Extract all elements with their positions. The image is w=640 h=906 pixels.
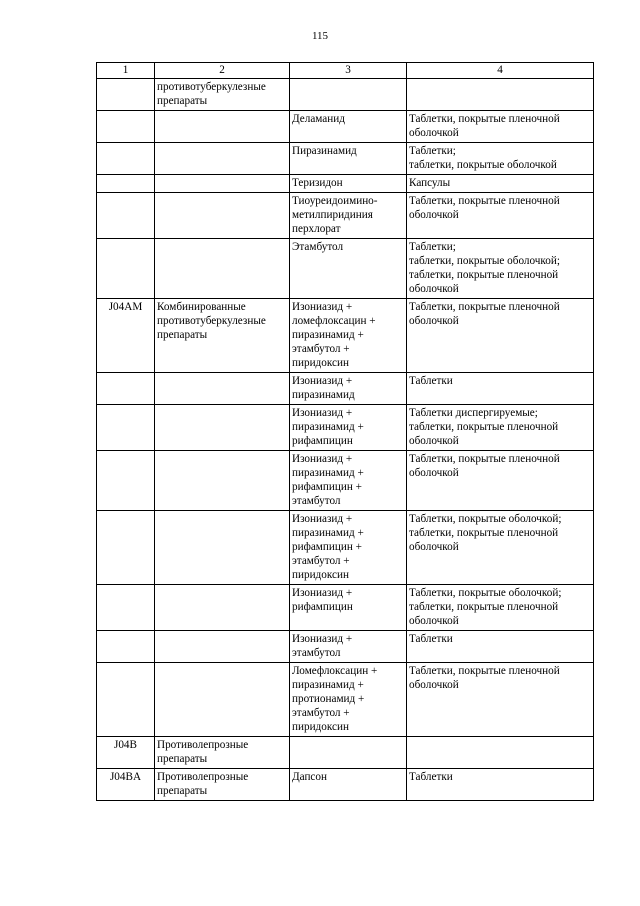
drug-name-cell: Деламанид bbox=[290, 111, 407, 143]
dosage-form-cell: Капсулы bbox=[407, 175, 594, 193]
table-row bbox=[97, 111, 594, 143]
pharm-group-cell bbox=[155, 111, 290, 143]
drug-name-cell: Изониазид + пиразинамид + рифампицин + этамбутол + пиридоксин bbox=[290, 511, 407, 585]
drug-name-cell: Изониазид + пиразинамид + рифампицин bbox=[290, 405, 407, 451]
atc-code-cell bbox=[97, 663, 155, 737]
atc-code-cell bbox=[97, 175, 155, 193]
table-row bbox=[97, 143, 594, 175]
table-row bbox=[97, 299, 594, 373]
dosage-form-cell: Таблетки, покрытые оболочкой; таблетки, покрытые пленочной оболочкой bbox=[407, 511, 594, 585]
atc-code-cell bbox=[97, 373, 155, 405]
pharm-group-cell bbox=[155, 585, 290, 631]
atc-code-cell bbox=[97, 193, 155, 239]
table-row bbox=[97, 631, 594, 663]
pharm-group-cell bbox=[155, 239, 290, 299]
table-row bbox=[97, 373, 594, 405]
drug-name-cell: Изониазид + этамбутол bbox=[290, 631, 407, 663]
atc-code-cell bbox=[97, 451, 155, 511]
pharm-group-cell bbox=[155, 175, 290, 193]
dosage-form-cell: Таблетки bbox=[407, 769, 594, 801]
atc-code-cell bbox=[97, 511, 155, 585]
atc-code-cell bbox=[97, 585, 155, 631]
dosage-form-cell: Таблетки bbox=[407, 373, 594, 405]
drug-name-cell: Теризидон bbox=[290, 175, 407, 193]
atc-code-cell bbox=[97, 405, 155, 451]
drug-name-cell bbox=[290, 737, 407, 769]
pharm-group-cell: Противолепрозные препараты bbox=[155, 737, 290, 769]
dosage-form-cell: Таблетки bbox=[407, 631, 594, 663]
dosage-form-cell: Таблетки, покрытые пленочной оболочкой bbox=[407, 193, 594, 239]
drug-name-cell: Ломефлоксацин + пиразинамид + протионамид + этамбутол + пиридоксин bbox=[290, 663, 407, 737]
column-header-3: 3 bbox=[290, 63, 407, 79]
table-row bbox=[97, 511, 594, 585]
table-row bbox=[97, 405, 594, 451]
drug-table bbox=[96, 62, 594, 801]
drug-name-cell: Дапсон bbox=[290, 769, 407, 801]
table-row bbox=[97, 585, 594, 631]
table-row bbox=[97, 663, 594, 737]
pharm-group-cell bbox=[155, 405, 290, 451]
atc-code-cell: J04B bbox=[97, 737, 155, 769]
column-header-2: 2 bbox=[155, 63, 290, 79]
drug-name-cell: Изониазид + пиразинамид + рифампицин + этамбутол bbox=[290, 451, 407, 511]
atc-code-cell bbox=[97, 631, 155, 663]
dosage-form-cell: Таблетки, покрытые пленочной оболочкой bbox=[407, 451, 594, 511]
pharm-group-cell bbox=[155, 663, 290, 737]
table-row bbox=[97, 193, 594, 239]
dosage-form-cell: Таблетки, покрытые пленочной оболочкой bbox=[407, 111, 594, 143]
atc-code-cell bbox=[97, 111, 155, 143]
dosage-form-cell: Таблетки диспергируемые; таблетки, покрытые пленочной оболочкой bbox=[407, 405, 594, 451]
dosage-form-cell bbox=[407, 79, 594, 111]
column-header-4: 4 bbox=[407, 63, 594, 79]
pharm-group-cell: Комбинированные противотуберкулезные препараты bbox=[155, 299, 290, 373]
pharm-group-cell bbox=[155, 143, 290, 175]
pharm-group-cell bbox=[155, 373, 290, 405]
dosage-form-cell bbox=[407, 737, 594, 769]
column-header-1: 1 bbox=[97, 63, 155, 79]
dosage-form-cell: Таблетки, покрытые оболочкой; таблетки, покрытые пленочной оболочкой bbox=[407, 585, 594, 631]
header-row bbox=[97, 63, 594, 79]
table-row bbox=[97, 239, 594, 299]
drug-name-cell: Этамбутол bbox=[290, 239, 407, 299]
atc-code-cell bbox=[97, 79, 155, 111]
drug-name-cell: Тиоуреидоимино- метилпиридиния перхлорат bbox=[290, 193, 407, 239]
drug-name-cell: Изониазид + ломефлоксацин + пиразинамид + этамбутол + пиридоксин bbox=[290, 299, 407, 373]
drug-name-cell: Изониазид + рифампицин bbox=[290, 585, 407, 631]
atc-code-cell bbox=[97, 239, 155, 299]
pharm-group-cell bbox=[155, 451, 290, 511]
pharm-group-cell bbox=[155, 193, 290, 239]
table-row bbox=[97, 79, 594, 111]
table-row bbox=[97, 451, 594, 511]
dosage-form-cell: Таблетки, покрытые пленочной оболочкой bbox=[407, 663, 594, 737]
pharm-group-cell: Противолепрозные препараты bbox=[155, 769, 290, 801]
table-row bbox=[97, 737, 594, 769]
dosage-form-cell: Таблетки; таблетки, покрытые оболочкой; таблетки, покрытые пленочной оболочкой bbox=[407, 239, 594, 299]
pharm-group-cell: противотуберкулезные препараты bbox=[155, 79, 290, 111]
drug-name-cell: Изониазид + пиразинамид bbox=[290, 373, 407, 405]
dosage-form-cell: Таблетки, покрытые пленочной оболочкой bbox=[407, 299, 594, 373]
dosage-form-cell: Таблетки; таблетки, покрытые оболочкой bbox=[407, 143, 594, 175]
pharm-group-cell bbox=[155, 631, 290, 663]
table-row bbox=[97, 769, 594, 801]
page-number: 115 bbox=[311, 30, 329, 42]
table-body bbox=[97, 79, 594, 801]
table-row bbox=[97, 175, 594, 193]
drug-name-cell bbox=[290, 79, 407, 111]
atc-code-cell: J04BA bbox=[97, 769, 155, 801]
pharm-group-cell bbox=[155, 511, 290, 585]
drug-name-cell: Пиразинамид bbox=[290, 143, 407, 175]
atc-code-cell: J04AM bbox=[97, 299, 155, 373]
atc-code-cell bbox=[97, 143, 155, 175]
